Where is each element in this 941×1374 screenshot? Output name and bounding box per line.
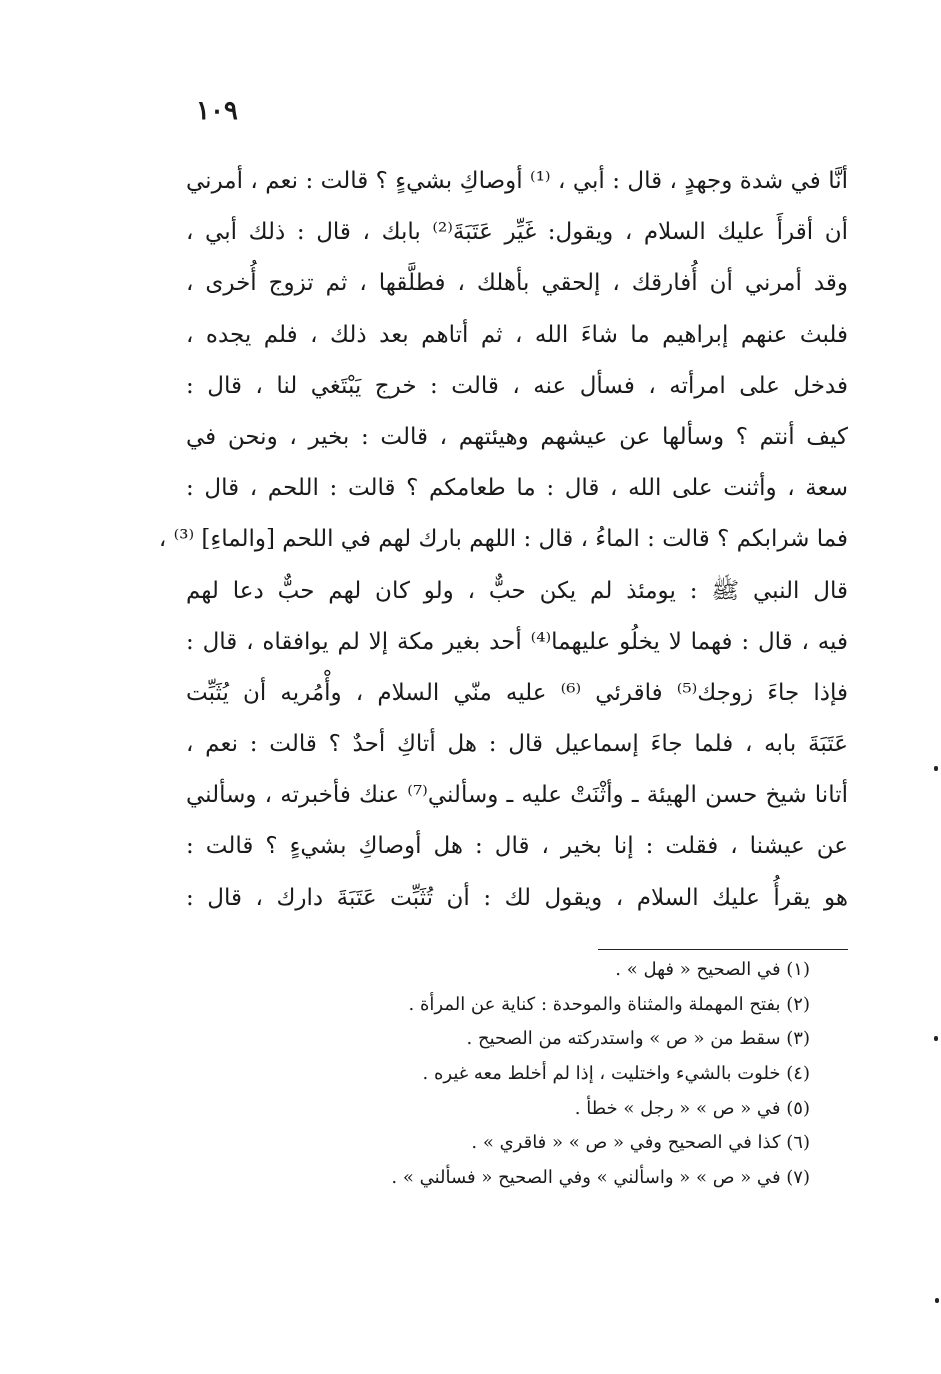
text-line: وقد أمرني أن أُفارقك ، إلحقي بأهلك ، فطلَّقها ، ثم تزوج أُخرى ، — [186, 270, 848, 297]
footnote: (٦) كذا في الصحيح وفي « ص » « فاقري » . — [471, 1132, 810, 1154]
text-line: كيف أنتم ؟ وسألها عن عيشهم وهيئتهم ، قالت : بخير ، ونحن في — [186, 423, 848, 450]
footnote: (٢) بفتح المهملة والمثناة والموحدة : كناية عن المرأة . — [408, 993, 810, 1015]
text-line: أنَّا في شدة وجهدٍ ، قال : أبي ، ⁽¹⁾ أوصاكِ بشيءٍ ؟ قالت : نعم ، أمرني — [186, 168, 848, 194]
text-line: هو يقرأُ عليك السلام ، ويقول لك : أن تُثَبِّت عَتَبَةَ دارك ، قال : — [186, 884, 848, 911]
text-line: عن عيشنا ، فقلت : إنا بخير ، قال : هل أوصاكِ بشيءٍ ؟ قالت : — [186, 833, 848, 860]
scan-speck — [934, 1036, 938, 1041]
scan-speck — [934, 766, 938, 771]
text-line: فما شرابكم ؟ قالت : الماءُ ، قال : اللهم بارك لهم في اللحم [والماءِ] ⁽³⁾ ، — [158, 526, 848, 553]
text-line: قال النبي ﷺ : يومئذ لم يكن حبٌّ ، ولو كان لهم حبٌّ دعا لهم — [186, 577, 848, 604]
text-line: سعة ، وأثنت على الله ، قال : ما طعامكم ؟ قالت : اللحم ، قال : — [186, 475, 848, 502]
footnote: (٣) سقط من « ص » واستدركته من الصحيح . — [466, 1028, 810, 1050]
text-line: فدخل على امرأته ، فسأل عنه ، قالت : خرج يَبْتَغي لنا ، قال : — [186, 372, 848, 399]
page-number: ١٠٩ — [196, 96, 238, 126]
text-line: أن أقرأَ عليك السلام ، ويقول: غَيِّر عَتَبَةَ⁽²⁾ بابك ، قال : ذلك أبي ، — [186, 219, 848, 246]
footnote: (٤) خلوت بالشيء واختليت ، إذا لم أخلط معه غيره . — [422, 1063, 810, 1085]
footnote: (٧) في « ص » « واسألني » وفي الصحيح « فسألني » . — [391, 1167, 810, 1189]
text-line: أتانا شيخ حسن الهيئة ـ وأثْنَتْ عليه ـ وسألني⁽⁷⁾ عنك فأخبرته ، وسألني — [186, 782, 849, 809]
text-line: عَتَبَةَ بابه ، فلما جاءَ إسماعيل قال : هل أتاكِ أحدٌ ؟ قالت : نعم ، — [186, 731, 848, 758]
footnote: (١) في الصحيح « فهل » . — [615, 959, 810, 980]
text-line: فيه ، قال : فهما لا يخلُو عليهما⁽⁴⁾ أحد بغير مكة إلا لم يوافقاه ، قال : — [186, 628, 848, 655]
scan-speck — [935, 1298, 939, 1303]
footnotes — [250, 953, 810, 1196]
text-line: فإذا جاءَ زوجك⁽⁵⁾ فاقرئي ⁽⁶⁾ عليه منّي السلام ، وأْمُريه أن يُثَبِّت — [186, 679, 848, 706]
main-text — [158, 156, 849, 924]
footnote: (٥) في « ص » « رجل » خطأ . — [574, 1097, 810, 1119]
footnote-divider — [598, 949, 848, 950]
text-line: فلبث عنهم إبراهيم ما شاءَ الله ، ثم أتاهم بعد ذلك ، فلم يجده ، — [186, 321, 848, 348]
